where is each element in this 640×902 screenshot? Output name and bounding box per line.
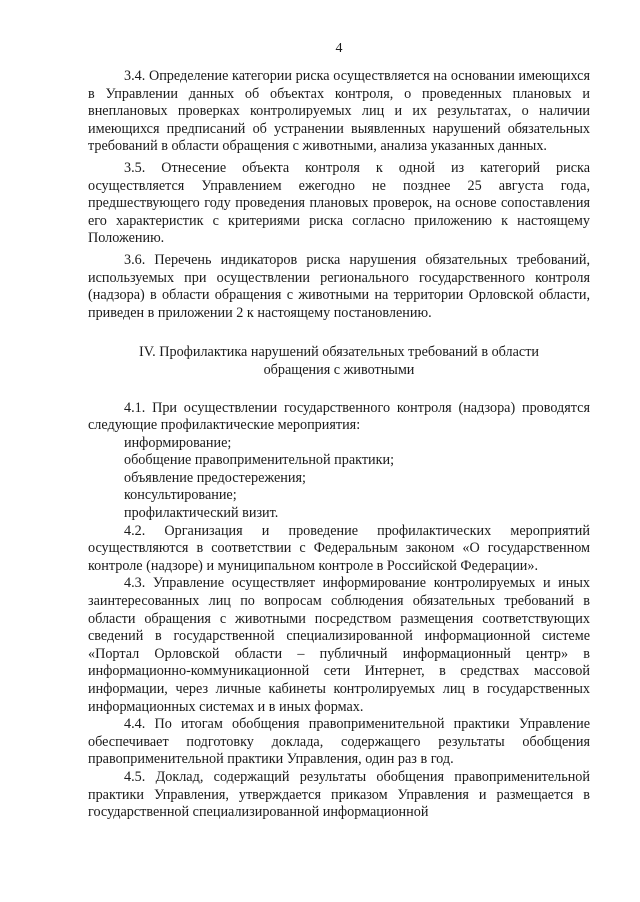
list-item: обобщение правоприменительной практики; [124, 452, 395, 469]
paragraph-3-4: 3.4. Определение категории риска осуществляется на основании имеющихся в Управлении данных об объектах контроля, о проведенных плановых и внеплановых проверках контролируемых лиц и их результатах, о наличии имеющихся предписаний об устранении выявленных нарушений обязательных требований в области обращения с животными, анализа указанных данных. [88, 68, 590, 155]
page-number: 4 [335, 41, 343, 56]
paragraph-4-2: 4.2. Организация и проведение профилактических мероприятий осуществляются в соответствии с Федеральным законом «О государственном контроле (надзоре) и муниципальном контроле в Российской Федерации». [88, 522, 590, 574]
section-heading-line-2: обращения с животными [263, 361, 415, 378]
list-item: информирование; [124, 434, 232, 451]
paragraph-4-5: 4.5. Доклад, содержащий результаты обобщения правоприменительной практики Управления, утверждается приказом Управления и размещается в государственной специализированной информационной [88, 768, 590, 821]
list-item: консультирование; [124, 487, 237, 504]
paragraph-4-1: 4.1. При осуществлении государственного контроля (надзора) проводятся следующие профилактические мероприятия: [88, 399, 590, 434]
measures-list [88, 435, 590, 523]
section-heading-line-1: IV. Профилактика нарушений обязательных требований в области [139, 344, 539, 361]
section-heading [88, 344, 590, 379]
paragraph-3-6: 3.6. Перечень индикаторов риска нарушения обязательных требований, используемых при осуществлении регионального государственного контроля (надзора) в области обращения с животными на территории Орловской области, приведен в приложении 2 к настоящему постановлению. [88, 251, 590, 321]
paragraph-4-3: 4.3. Управление осуществляет информирование контролируемых и иных заинтересованных лиц по вопросам соблюдения обязательных требований в области обращения с животными посредством размещения соответствующих сведений в государственной специализированной информационной системе «Портал Орловской области – публичный информационный центр» в информационно-коммуникационной сети Интернет, в средствах массовой информации, через личные кабинеты контролируемых лиц в государственных информационных системах и в иных формах. [88, 575, 590, 715]
paragraph-3-5: 3.5. Отнесение объекта контроля к одной из категорий риска осуществляется Управлением ежегодно не позднее 25 августа года, предшествующего году проведения плановых проверок, на основе сопоставления его характеристик с критериями риска согласно приложению к настоящему Положению. [88, 159, 590, 247]
list-item: профилактический визит. [124, 505, 279, 522]
list-item: объявление предостережения; [124, 469, 306, 486]
paragraph-4-4: 4.4. По итогам обобщения правоприменительной практики Управление обеспечивает подготовку доклада, содержащего результаты обобщения правоприменительной практики Управления, один раз в год. [88, 716, 590, 768]
